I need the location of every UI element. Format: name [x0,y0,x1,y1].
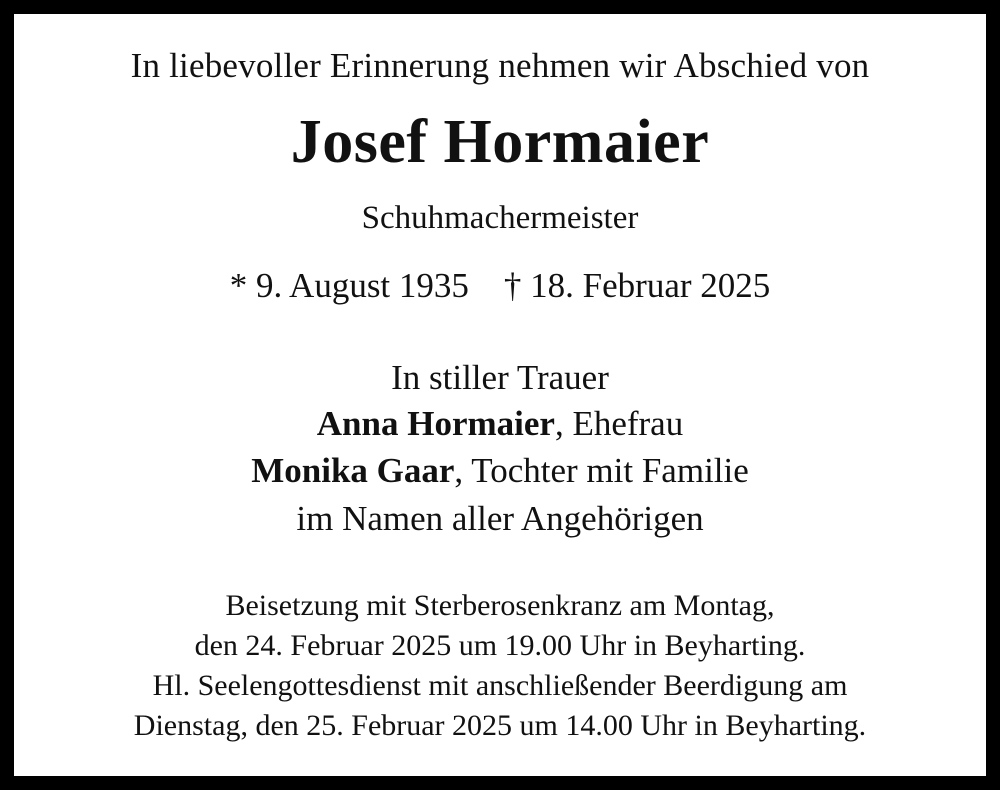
mourner-row [251,400,749,447]
mourner-relation: , Ehefrau [554,404,684,444]
service-details-block [134,586,866,746]
life-dates: * 9. August 1935 † 18. Februar 2025 [229,266,771,306]
mourning-heading: In stiller Trauer [391,357,609,397]
mourner-name: Anna Hormaier [316,404,555,444]
mourner-name: Monika Gaar [251,451,455,491]
service-line: Hl. Seelengottesdienst mit anschließender Beerdigung am [152,668,848,702]
mourners-block [251,355,749,542]
deceased-name: Josef Hormaier [290,108,710,177]
service-line: Dienstag, den 25. Februar 2025 um 14.00 Uhr in Beyharting. [133,708,867,742]
obituary-inner-frame [14,14,986,776]
mourner-row [251,447,749,494]
mourner-relation: , Tochter mit Familie [454,451,749,491]
service-line: den 24. Februar 2025 um 19.00 Uhr in Beyharting. [194,628,806,662]
closing-text: im Namen aller Angehörigen [296,498,704,538]
intro-text: In liebevoller Erinnerung nehmen wir Abschied von [130,46,870,85]
service-line: Beisetzung mit Sterberosenkranz am Montag, [225,588,775,622]
deceased-profession: Schuhmachermeister [361,200,639,237]
